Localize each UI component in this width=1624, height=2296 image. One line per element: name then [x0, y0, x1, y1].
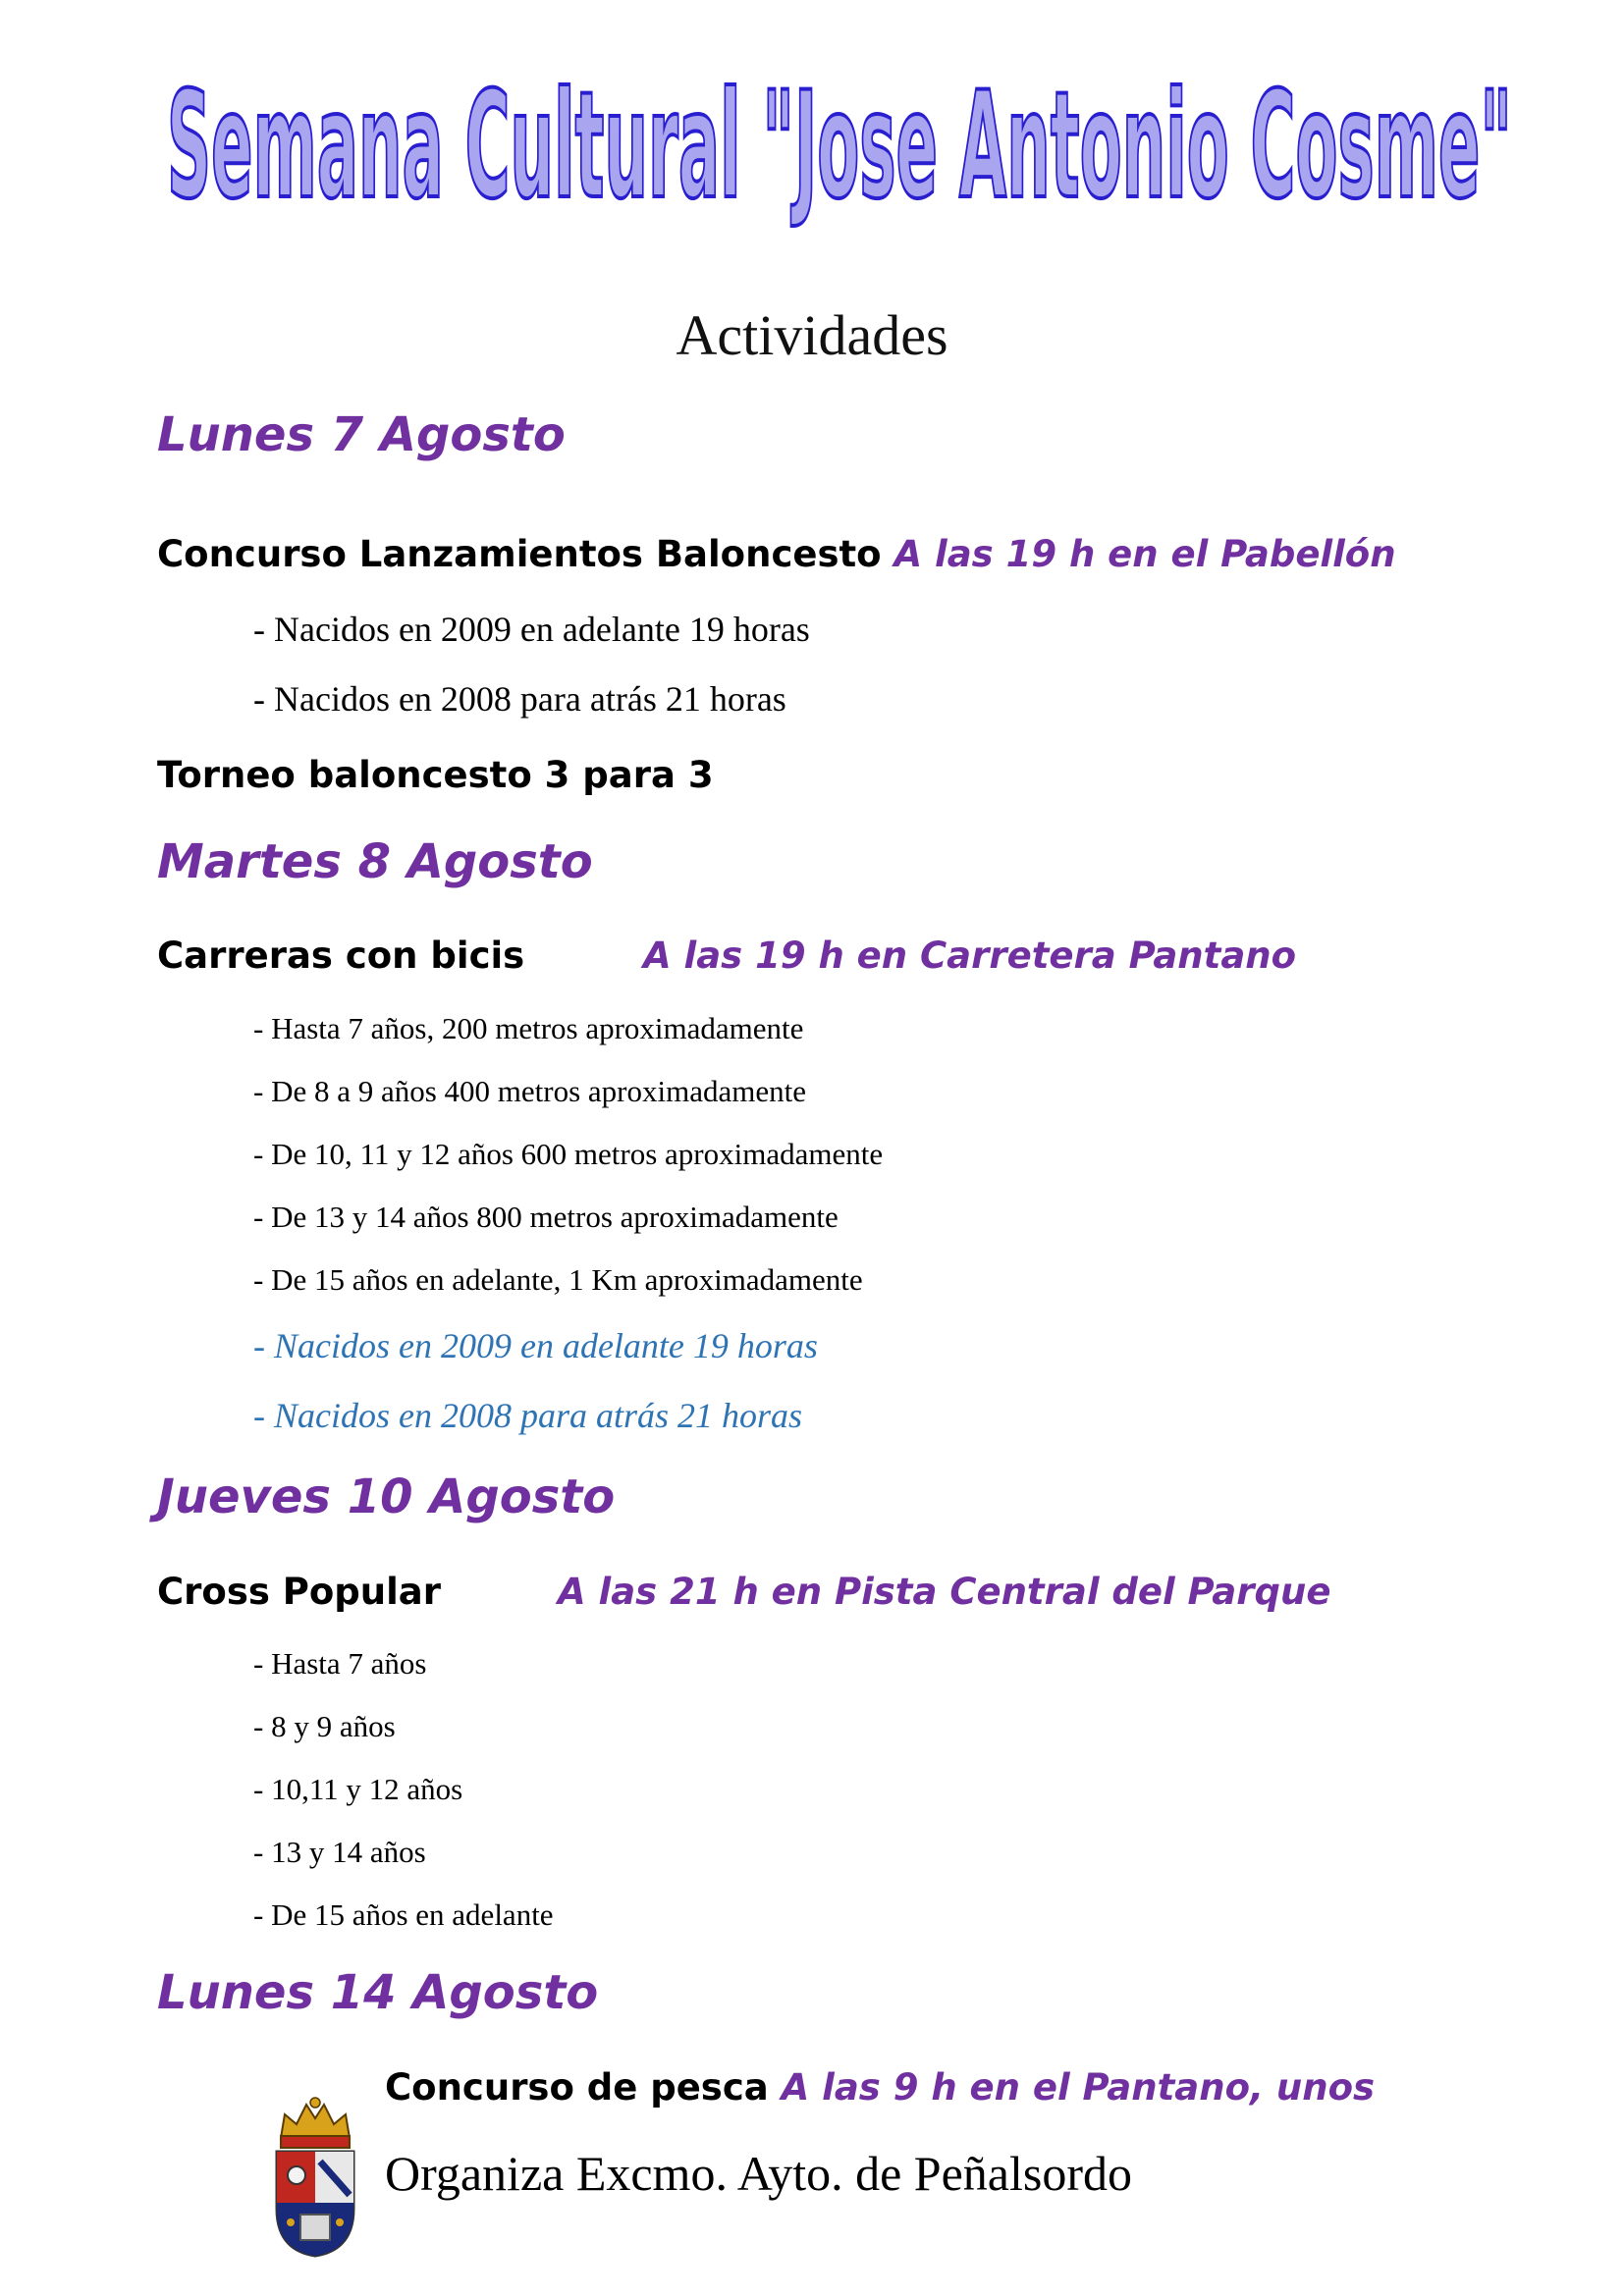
list-item: - De 15 años en adelante, 1 Km aproximadamente: [253, 1262, 863, 1297]
list-item: - 10,11 y 12 años: [253, 1772, 463, 1806]
organizer-footer: Organiza Excmo. Ayto. de Peñalsordo: [385, 2146, 1132, 2201]
day-heading: Jueves 10 Agosto: [157, 1469, 616, 1524]
banner-title-text: Semana Cultural "Jose Antonio Cosme": [167, 69, 1512, 231]
list-item: - De 8 a 9 años 400 metros aproximadamente: [253, 1074, 806, 1108]
list-item: - Hasta 7 años: [253, 1646, 427, 1681]
list-item: - De 15 años en adelante: [253, 1897, 554, 1932]
event-time-place: A las 19 h en Carretera Pantano: [643, 934, 1297, 977]
event-time-place: A las 9 h en el Pantano, unos: [781, 2066, 1376, 2109]
event-title: [157, 533, 1396, 575]
day-heading: Lunes 14 Agosto: [157, 1965, 599, 2020]
list-item: - 8 y 9 años: [253, 1709, 396, 1743]
page-heading: Actividades: [676, 303, 948, 367]
event-title: [157, 754, 714, 796]
list-item: - Hasta 7 años, 200 metros aproximadamente: [253, 1011, 804, 1045]
day-heading: Lunes 7 Agosto: [157, 407, 566, 462]
schedule-note: - Nacidos en 2009 en adelante 19 horas: [253, 1326, 818, 1365]
day-heading: Martes 8 Agosto: [157, 834, 593, 889]
event-time-place: A las 21 h en Pista Central del Parque: [558, 1571, 1331, 1613]
banner-title: [162, 69, 1517, 231]
event-title: [157, 1571, 1331, 1613]
schedule-note: - Nacidos en 2008 para atrás 21 horas: [253, 1396, 803, 1435]
list-item: - 13 y 14 años: [253, 1835, 426, 1869]
list-item: - De 10, 11 y 12 años 600 metros aproximadamente: [253, 1137, 884, 1171]
list-item: - Nacidos en 2008 para atrás 21 horas: [253, 679, 786, 719]
list-item: - Nacidos en 2009 en adelante 19 horas: [253, 610, 810, 649]
event-time-place: A las 19 h en el Pabellón: [893, 533, 1396, 575]
event-name: Torneo baloncesto 3 para 3: [157, 754, 714, 796]
list-item: - De 13 y 14 años 800 metros aproximadamente: [253, 1200, 839, 1234]
coat-of-arms-icon: [271, 2093, 359, 2258]
event-title: [385, 2066, 1375, 2109]
event-name: Concurso de pesca: [385, 2066, 769, 2109]
event-title: [157, 934, 1297, 977]
event-name: Cross Popular: [157, 1571, 442, 1613]
event-name: Concurso Lanzamientos Baloncesto: [157, 533, 882, 575]
event-name: Carreras con bicis: [157, 934, 525, 977]
